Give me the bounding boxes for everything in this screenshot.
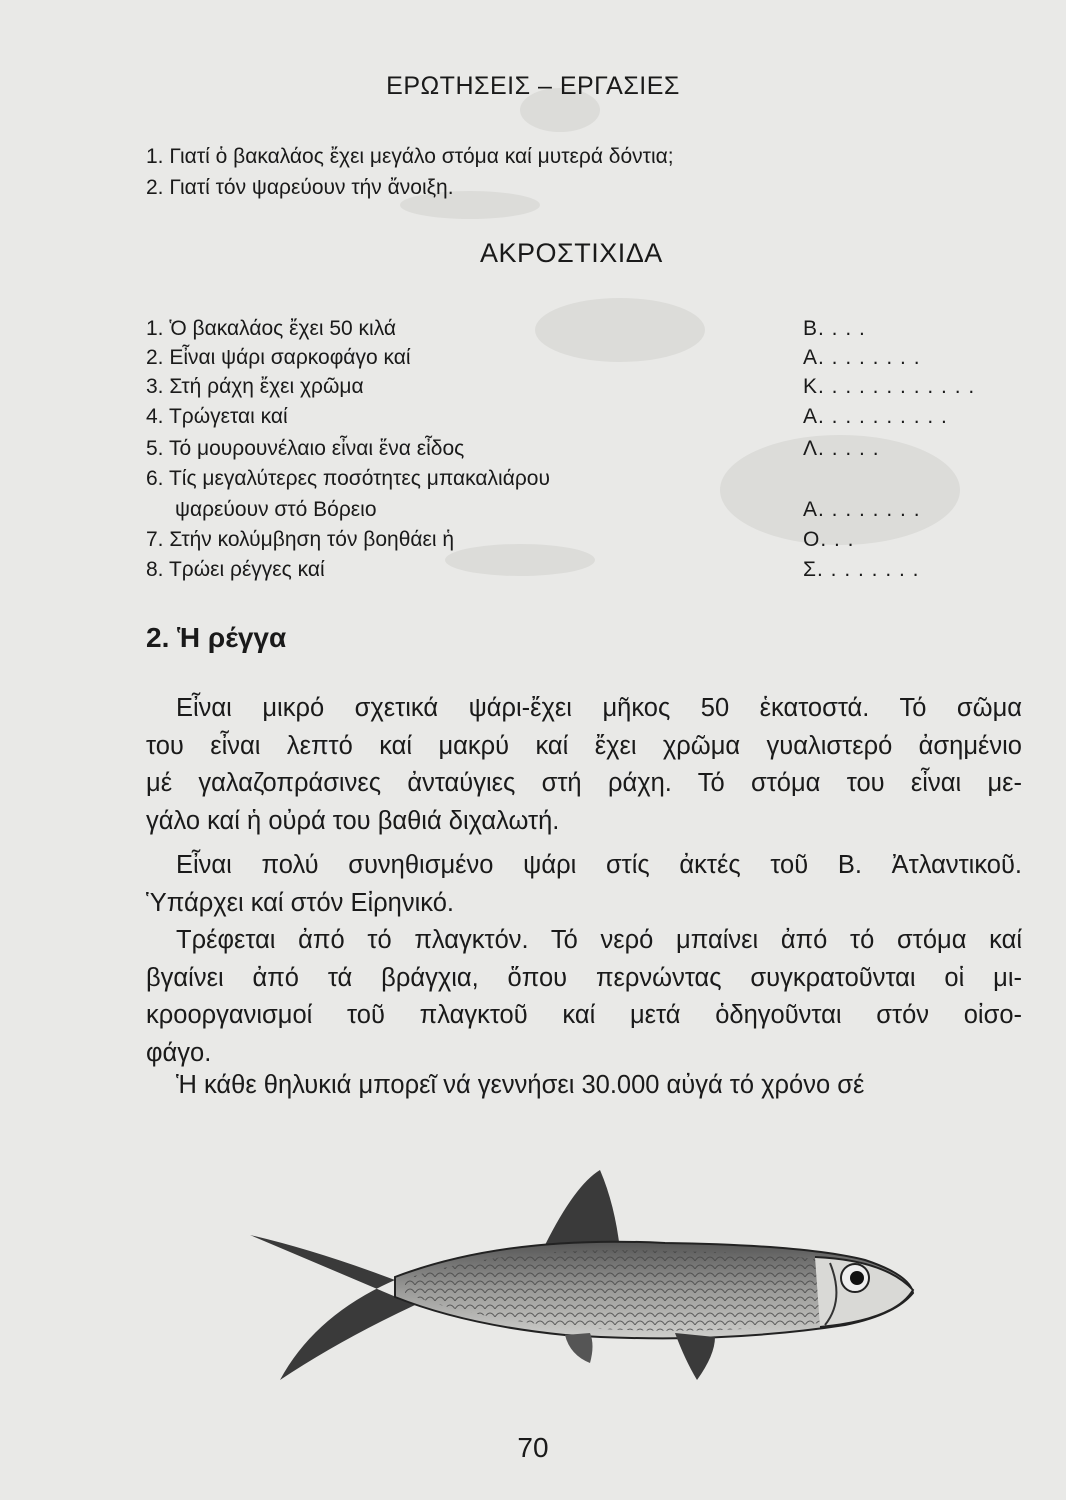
text-line: φάγο. <box>146 1038 212 1067</box>
paragraph-3 <box>146 922 1022 1072</box>
questions-title: ΕΡΩΤΗΣΕΙΣ – ΕΡΓΑΣΙΕΣ <box>386 72 680 100</box>
acrostic-item-7: 7. Στήν κολύμβηση τόν βοηθάει ἡ <box>146 528 455 551</box>
text-line: βγαίνει ἀπό τά βράγχια, ὅπου περνώντας συγκρατοῦνται οἱ μι- <box>146 963 1022 992</box>
acrostic-title: ΑΚΡΟΣΤΙΧΙΔΑ <box>480 238 663 268</box>
text-line: μέ γαλαζοπράσινες ἀνταύγιες στή ράχη. Τό στόμα του εἶναι με- <box>146 769 1022 797</box>
herring-heading: 2. Ἡ ρέγγα <box>146 622 287 653</box>
acrostic-answer-4: Α. . . . . . . . . . <box>803 405 948 428</box>
paragraph-2 <box>146 847 1022 922</box>
acrostic-answer-6: Α. . . . . . . . <box>803 498 921 521</box>
question-2: 2. Γιατί τόν ψαρεύουν τήν ἄνοιξη. <box>146 176 454 199</box>
page-number: 70 <box>517 1432 549 1463</box>
acrostic-answer-7: Ο. . . <box>803 528 855 551</box>
acrostic-item-3: 3. Στή ράχη ἔχει χρῶμα <box>146 375 364 398</box>
herring-illustration <box>245 1165 925 1390</box>
text-line: Ἡ κάθε θηλυκιά μπορεῖ νά γεννήσει 30.000 αὐγά τό χρόνο σέ <box>176 1071 865 1099</box>
text-line: γάλο καί ἡ οὐρά του βαθιά διχαλωτή. <box>146 806 560 835</box>
paragraph-4 <box>146 1067 1022 1105</box>
text-line: Εἶναι πολύ συνηθισμένο ψάρι στίς ἀκτές τοῦ Β. Ἀτλαντικοῦ. <box>176 851 1022 879</box>
acrostic-item-2: 2. Εἶναι ψάρι σαρκοφάγο καί <box>146 346 411 369</box>
acrostic-answer-1: Β. . . . <box>803 317 866 340</box>
acrostic-item-4: 4. Τρώγεται καί <box>146 405 288 428</box>
acrostic-item-6-continued: ψαρεύουν στό Βόρειο <box>175 498 377 521</box>
acrostic-item-1: 1. Ὁ βακαλάος ἔχει 50 κιλά <box>146 317 397 340</box>
acrostic-item-6: 6. Τίς μεγαλύτερες ποσότητες μπακαλιάρου <box>146 467 550 490</box>
question-1: 1. Γιατί ὁ βακαλάος ἔχει μεγάλο στόμα καί μυτερά δόντια; <box>146 145 674 168</box>
paragraph-1 <box>146 690 1022 840</box>
text-line: Εἶναι μικρό σχετικά ψάρι-ἔχει μῆκος 50 ἑκατοστά. Τό σῶμα <box>176 694 1022 722</box>
acrostic-answer-5: Λ. . . . . <box>803 437 880 460</box>
text-line: κροοργανισμοί τοῦ πλαγκτοῦ καί μετά ὁδηγοῦνται στόν οἰσο- <box>146 1001 1022 1029</box>
acrostic-item-5: 5. Τό μουρουνέλαιο εἶναι ἕνα εἶδος <box>146 437 465 460</box>
acrostic-answer-3: Κ. . . . . . . . . . . . <box>803 375 976 398</box>
acrostic-answer-2: Α. . . . . . . . <box>803 346 921 369</box>
acrostic-answer-8: Σ. . . . . . . . <box>803 558 920 581</box>
text-line: Ὑπάρχει καί στόν Εἰρηνικό. <box>146 888 454 917</box>
acrostic-item-8: 8. Τρώει ρέγγες καί <box>146 558 325 581</box>
text-line: του εἶναι λεπτό καί μακρύ καί ἔχει χρῶμα γυαλιστερό ἀσημένιο <box>146 731 1022 760</box>
text-line: Τρέφεται ἀπό τό πλαγκτόν. Τό νερό μπαίνει ἀπό τό στόμα καί <box>176 926 1022 954</box>
